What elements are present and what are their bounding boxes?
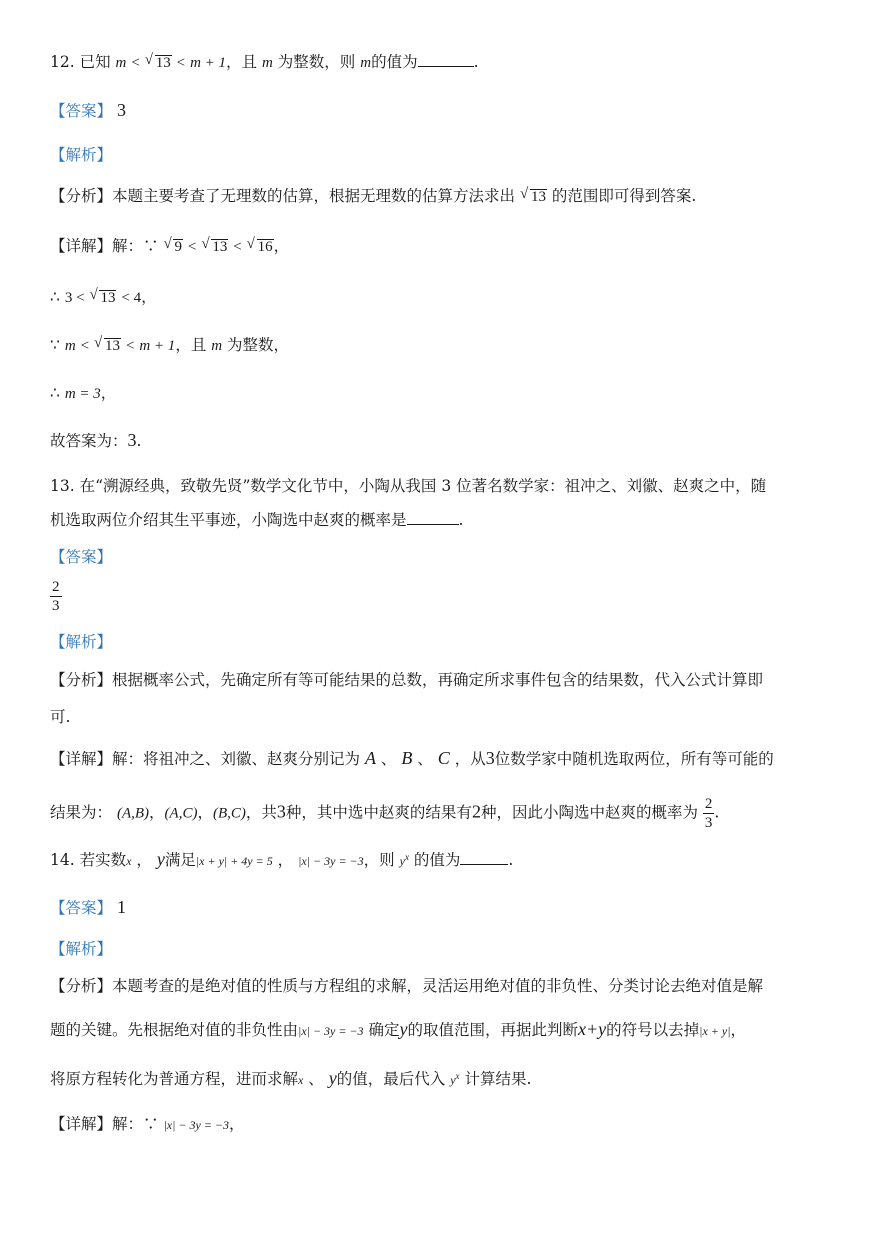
- detail-13-line-2: [50, 795, 719, 832]
- detail-text: 解：∵: [112, 1115, 159, 1133]
- analysis-text: 根据概率公式，先确定所有等可能结果的总数，再确定所求事件包含的结果数，代入公式计算即: [112, 671, 764, 689]
- math-expr: (B,C): [212, 805, 246, 822]
- separator: ，: [136, 851, 152, 869]
- analysis-text: 的范围即可得到答案.: [551, 187, 697, 205]
- detail-12-line-5: [50, 430, 141, 451]
- question-text: 若实数: [79, 851, 127, 869]
- math-expr: (A,C): [164, 805, 198, 822]
- radicand: 9: [174, 239, 182, 255]
- power-expr: [450, 1073, 459, 1087]
- power-base: y: [450, 1073, 456, 1087]
- detail-text: 结果为：: [50, 803, 113, 822]
- detail-text: 为整数，: [227, 336, 290, 354]
- answer-value: 3: [116, 100, 126, 120]
- detail-text: ，共: [245, 803, 277, 822]
- math-var: m: [262, 55, 273, 71]
- question-13-line-1: [50, 476, 766, 496]
- math-expr: |x| − 3y = −3: [163, 1118, 230, 1132]
- math-expr: x+y: [578, 1019, 607, 1039]
- math-number: 3: [485, 748, 495, 768]
- separator: 、: [380, 750, 397, 768]
- analysis-14-line-3: [50, 1066, 531, 1090]
- math-expr: m + 1: [139, 338, 176, 354]
- math-expr: < 4: [121, 290, 142, 306]
- sqrt-expr: [94, 336, 121, 356]
- question-end: .: [508, 851, 514, 869]
- question-number: 12.: [50, 53, 75, 71]
- answer-fraction: [50, 578, 62, 615]
- analysis-label: 【分析】: [50, 977, 113, 995]
- question-text: 的值为: [413, 851, 461, 869]
- math-op: <: [187, 239, 197, 255]
- question-text: 为整数，则: [277, 53, 356, 71]
- probability-fraction: [703, 795, 715, 832]
- math-op: <: [80, 338, 90, 354]
- question-13-line-2: [50, 510, 463, 530]
- radical-sign: √: [519, 186, 529, 202]
- radicand: 13: [155, 55, 171, 71]
- sqrt-expr: [520, 187, 547, 207]
- answer-12: [50, 100, 126, 121]
- question-number: 14.: [50, 851, 75, 869]
- analysis-text: 本题考查的是绝对值的性质与方程组的求解，灵活运用绝对值的非负性、分类讨论去绝对值是解: [112, 977, 764, 995]
- analysis-13-line-2: [50, 707, 70, 727]
- power-exponent: x: [455, 1071, 460, 1081]
- detail-text: ，从: [454, 750, 486, 768]
- detail-12: [50, 236, 289, 257]
- detail-text: 种，因此小陶选中赵爽的概率为: [480, 803, 698, 822]
- question-text: ，且: [226, 53, 258, 71]
- answer-14: [50, 897, 126, 918]
- analysis-heading-13: [50, 632, 112, 652]
- analysis-label: 【分析】: [50, 671, 113, 689]
- detail-label: 【详解】: [50, 237, 113, 255]
- fraction-numerator: 2: [52, 579, 60, 595]
- separator: ，: [149, 803, 165, 822]
- therefore-symbol: ∴: [50, 288, 60, 306]
- radicand: 13: [530, 189, 546, 205]
- power-expr: [400, 854, 409, 868]
- sqrt-expr: [89, 288, 116, 308]
- radical-sign: √: [144, 52, 153, 68]
- analysis-tag: 【解析】: [50, 940, 113, 958]
- sqrt-expr: [145, 53, 172, 73]
- analysis-text: 本题主要考查了无理数的估算，根据无理数的估算方法求出: [112, 187, 516, 205]
- math-var: y: [399, 1019, 408, 1039]
- detail-14: [50, 1114, 245, 1135]
- detail-12-line-2: [50, 287, 157, 308]
- math-var: m: [115, 55, 127, 71]
- analysis-label: 【分析】: [50, 187, 113, 205]
- analysis-text: 可.: [50, 708, 71, 726]
- detail-end: .: [714, 803, 720, 822]
- detail-text: 种，其中选中赵爽的结果有: [285, 803, 472, 822]
- because-symbol: ∵: [50, 336, 60, 354]
- detail-text: 解：∵: [112, 237, 159, 255]
- detail-12-line-4: [50, 383, 116, 404]
- answer-value: 3: [127, 430, 137, 450]
- math-expr: (A,B): [116, 805, 150, 822]
- separator: 、: [308, 1070, 324, 1088]
- math-op: <: [125, 338, 135, 354]
- analysis-heading-12: [50, 145, 112, 165]
- math-op: <: [233, 239, 242, 255]
- math-var: y: [328, 1068, 337, 1088]
- math-expr: 3 <: [64, 290, 85, 306]
- radicand: 13: [212, 239, 228, 255]
- analysis-text: 确定: [368, 1021, 400, 1039]
- math-expr: |x + y|: [699, 1024, 731, 1038]
- sqrt-expr: [201, 237, 228, 257]
- math-number: 3: [276, 801, 286, 822]
- analysis-heading-14: [50, 939, 112, 959]
- detail-end: .: [136, 432, 142, 450]
- radicand: 13: [105, 338, 120, 354]
- detail-text: 位数学家中随机选取两位，所有等可能的: [494, 750, 774, 768]
- answer-value: 1: [116, 897, 126, 917]
- analysis-12: [50, 186, 696, 207]
- detail-end: ，: [229, 1115, 245, 1133]
- detail-label: 【详解】: [50, 1115, 113, 1133]
- therefore-symbol: ∴: [50, 384, 60, 402]
- analysis-text: 计算结果.: [464, 1070, 532, 1088]
- math-number: 2: [471, 801, 481, 822]
- detail-13: [50, 748, 774, 769]
- analysis-tag: 【解析】: [50, 146, 113, 164]
- detail-end: ，: [141, 288, 157, 306]
- math-var: y: [156, 849, 165, 869]
- answer-blank: [460, 863, 508, 865]
- analysis-14-line-1: [50, 976, 763, 996]
- fraction-denominator: 3: [704, 815, 713, 831]
- analysis-14-line-2: [50, 1019, 746, 1041]
- question-text: 机选取两位介绍其生平事迹，小陶选中赵爽的概率是: [50, 511, 407, 529]
- math-expr: |x| − 3y = −3: [298, 1024, 364, 1038]
- math-expr: m + 1: [190, 55, 227, 71]
- answer-blank: [407, 523, 459, 525]
- radicand: 13: [100, 290, 116, 306]
- analysis-text: 将原方程转化为普通方程，进而求解: [50, 1070, 299, 1088]
- math-op: <: [131, 55, 140, 71]
- math-expr: m = 3: [64, 386, 101, 402]
- question-end: .: [473, 53, 479, 71]
- analysis-text: 的值，最后代入: [336, 1070, 446, 1088]
- math-var: C: [437, 748, 450, 768]
- answer-13-value: [50, 578, 62, 615]
- radical-sign: √: [163, 236, 172, 252]
- detail-text: 故答案为：: [50, 432, 128, 450]
- sqrt-expr: [247, 237, 274, 257]
- math-expr: |x| − 3y = −3: [298, 854, 364, 868]
- power-exponent: x: [404, 852, 409, 862]
- analysis-text: 的符号以去掉: [606, 1021, 700, 1039]
- question-12: [50, 52, 479, 73]
- question-end: .: [458, 511, 464, 529]
- power-base: y: [399, 854, 405, 868]
- analysis-text: 题的关键。先根据绝对值的非负性由: [50, 1021, 299, 1039]
- radical-sign: √: [94, 335, 103, 351]
- detail-12-line-3: [50, 335, 289, 356]
- answer-tag: 【答案】: [50, 102, 113, 120]
- separator: 、: [417, 750, 433, 768]
- separator: ，: [730, 1021, 747, 1039]
- math-var: m: [211, 338, 223, 354]
- analysis-tag: 【解析】: [50, 633, 113, 651]
- question-text: ，则: [363, 851, 395, 869]
- fraction-numerator: 2: [704, 796, 713, 812]
- fraction-denominator: 3: [52, 598, 60, 614]
- detail-text: ，且: [175, 336, 207, 354]
- answer-tag: 【答案】: [50, 899, 113, 917]
- detail-text: 解：将祖冲之、刘徽、赵爽分别记为: [112, 750, 361, 768]
- answer-tag: 【答案】: [50, 548, 113, 566]
- separator: ，: [197, 803, 213, 822]
- analysis-text: 的取值范围，再据此判断: [407, 1021, 579, 1039]
- radical-sign: √: [201, 236, 210, 252]
- answer-13: [50, 547, 112, 567]
- math-var: x: [298, 1073, 304, 1087]
- detail-end: ，: [273, 237, 290, 255]
- question-text: 满足: [164, 851, 196, 869]
- math-var: m: [64, 338, 76, 354]
- radical-sign: √: [246, 236, 255, 252]
- question-text: 的值为: [371, 53, 418, 71]
- radical-sign: √: [89, 287, 98, 303]
- detail-end: ，: [100, 384, 117, 402]
- math-var: A: [364, 748, 376, 768]
- detail-label: 【详解】: [50, 750, 113, 768]
- math-var: x: [126, 854, 132, 868]
- math-op: <: [176, 55, 186, 71]
- question-14: [50, 847, 513, 871]
- math-var: m: [360, 55, 372, 71]
- answer-blank: [418, 65, 474, 67]
- math-expr: |x + y| + 4y = 5: [195, 854, 273, 868]
- question-text: 13. 在“溯源经典，致敬先贤”数学文化节中，小陶从我国 3 位著名数学家：祖冲之、刘徽、赵爽之中，随: [50, 477, 767, 495]
- analysis-13-line-1: [50, 670, 763, 690]
- radicand: 16: [257, 239, 273, 255]
- separator: ，: [277, 851, 294, 869]
- math-var: B: [401, 748, 413, 768]
- sqrt-expr: [163, 237, 183, 257]
- question-text: 已知: [79, 53, 111, 71]
